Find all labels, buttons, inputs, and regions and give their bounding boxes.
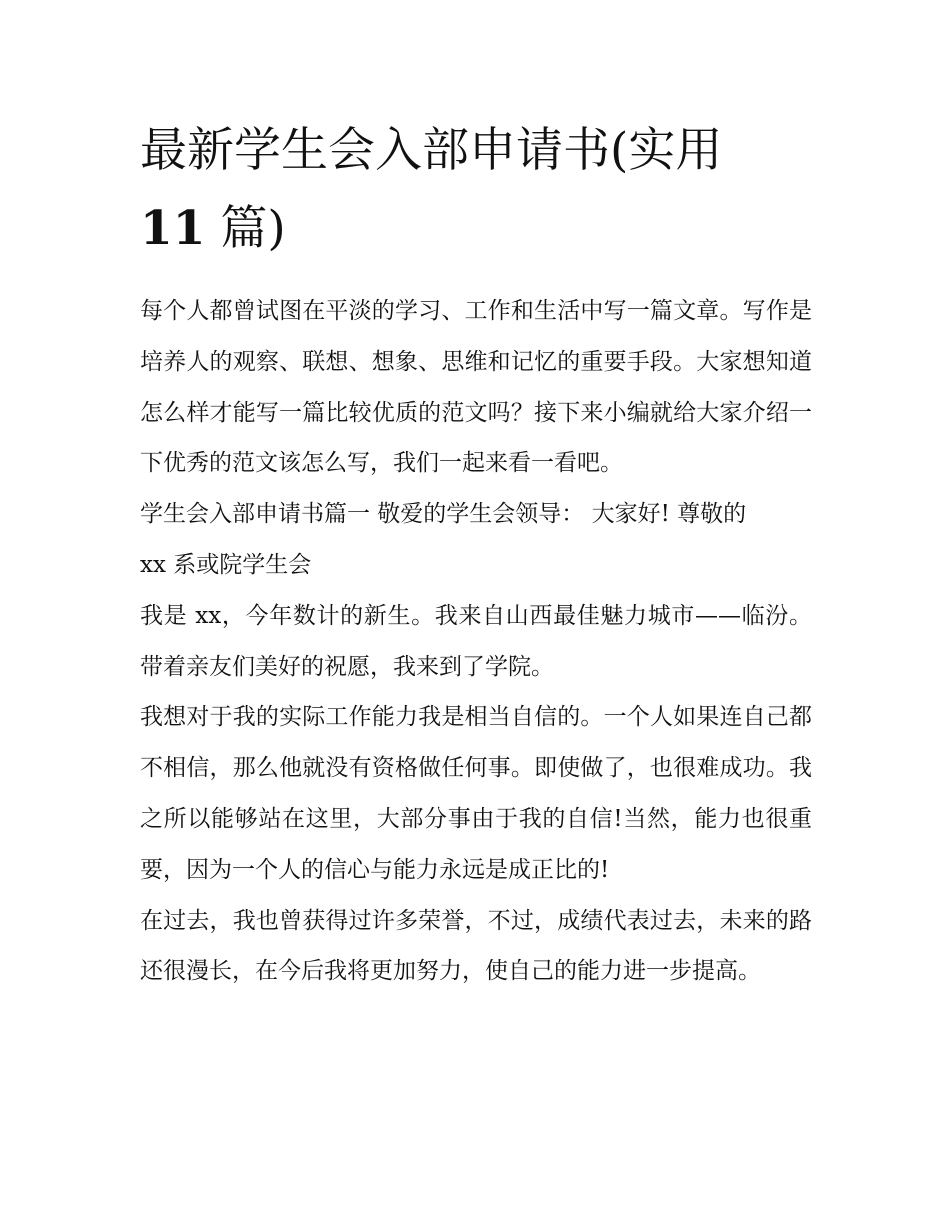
paragraph-honors: 在过去，我也曾获得过许多荣誉，不过，成绩代表过去，未来的路还很漫长，在今后我将更加努力，使自己的能力进一步提高。 [140, 907, 812, 985]
title-number: 11 [140, 201, 206, 256]
title-line-1: 最新学生会入部申请书(实用 [140, 123, 723, 178]
document-content [140, 112, 812, 997]
document-title [140, 112, 812, 268]
paragraph-intro: 每个人都曾试图在平淡的学习、工作和生活中写一篇文章。写作是培养人的观察、联想、想象、思维和记忆的重要手段。大家想知道怎么样才能写一篇比较优质的范文吗？接下来小编就给大家介绍一下优秀的范文该怎么写，我们一起来看一看吧。 [140, 298, 812, 477]
paragraph-confidence: 我想对于我的实际工作能力我是相当自信的。一个人如果连自己都不相信，那么他就没有资格做任何事。即使做了，也很难成功。我之所以能够站在这里，大部分事由于我的自信!当然，能力也很重要，因为一个人的信心与能力永远是成正比的! [140, 704, 812, 883]
document-body [140, 286, 812, 997]
paragraph-self-intro: 我是 xx，今年数计的新生。我来自山西最佳魅力城市——临汾。带着亲友们美好的祝愿，我来到了学院。 [140, 602, 812, 680]
paragraph-salutation: 学生会入部申请书篇一 敬爱的学生会领导： 大家好! 尊敬的 [140, 501, 747, 528]
title-line-2-rest: 篇) [205, 201, 286, 256]
paragraph-recipient: xx 系或院学生会 [140, 551, 312, 578]
